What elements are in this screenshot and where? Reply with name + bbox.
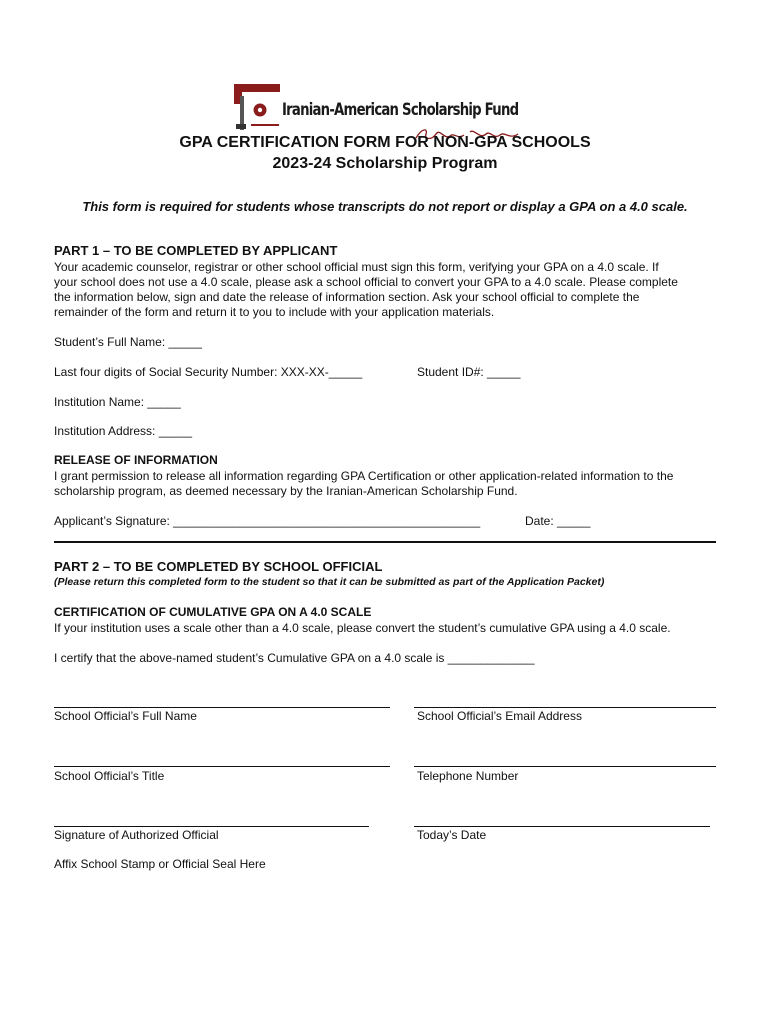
intro-note: This form is required for students whose transcripts do not report or display a GPA on a 4.0 scale.: [82, 199, 688, 214]
official-email-label: School Official’s Email Address: [417, 709, 582, 723]
part1-instructions: [54, 260, 724, 320]
instruction-line: your school does not use a 4.0 scale, please ask a school official to convert your GPA to a 4.0 scale. Please complete: [54, 275, 678, 289]
applicant-date-field[interactable]: Date: _____: [525, 514, 591, 528]
scholarship-fund-emblem-icon: [230, 84, 282, 132]
release-line: scholarship program, as deemed necessary by the Iranian-American Scholarship Fund.: [54, 484, 518, 498]
authorized-signature-line[interactable]: [54, 826, 369, 827]
todays-date-label: Today’s Date: [417, 828, 487, 842]
instruction-line: the information below, sign and date the release of information section. Ask your school official to complete the: [54, 290, 640, 304]
org-logo: [230, 84, 519, 132]
official-name-label: School Official’s Full Name: [54, 709, 197, 723]
telephone-label: Telephone Number: [417, 769, 519, 783]
institution-name-field[interactable]: Institution Name: _____: [54, 395, 181, 409]
release-line: I grant permission to release all information regarding GPA Certification or other application-related information to the: [54, 469, 674, 483]
part2-heading: PART 2 – TO BE COMPLETED BY SCHOOL OFFICIAL: [54, 559, 383, 574]
instruction-line: remainder of the form and return it to you to include with your application materials.: [54, 305, 495, 319]
todays-date-line[interactable]: [414, 826, 710, 827]
student-id-field[interactable]: Student ID#: _____: [417, 365, 521, 379]
part2-note: (Please return this completed form to the student so that it can be submitted as part of the Application Packet): [54, 576, 605, 588]
student-full-name-field[interactable]: Student’s Full Name: _____: [54, 335, 202, 349]
part1-heading: PART 1 – TO BE COMPLETED BY APPLICANT: [54, 243, 338, 258]
cumulative-gpa-field[interactable]: I certify that the above-named student’s Cumulative GPA on a 4.0 scale is _____________: [54, 651, 535, 665]
authorized-signature-label: Signature of Authorized Official: [54, 828, 219, 842]
instruction-line: Your academic counselor, registrar or other school official must sign this form, verifying your GPA on a 4.0 scale. If: [54, 260, 659, 274]
org-name: Iranian-American Scholarship Fund: [282, 100, 519, 120]
cert-instructions: If your institution uses a scale other than a 4.0 scale, please convert the student’s cumulative GPA using a 4.0 scale.: [54, 621, 671, 635]
applicant-signature-field[interactable]: Applicant’s Signature: ______________________________________________: [54, 514, 481, 528]
official-name-line[interactable]: [54, 707, 390, 708]
form-title: GPA CERTIFICATION FORM FOR NON-GPA SCHOOLS: [179, 134, 591, 151]
release-heading: RELEASE OF INFORMATION: [54, 453, 218, 467]
section-divider: [54, 541, 716, 543]
official-title-label: School Official’s Title: [54, 769, 165, 783]
telephone-line[interactable]: [414, 766, 716, 767]
official-email-line[interactable]: [414, 707, 716, 708]
official-title-line[interactable]: [54, 766, 390, 767]
cert-heading: CERTIFICATION OF CUMULATIVE GPA ON A 4.0 SCALE: [54, 605, 372, 619]
program-title: 2023-24 Scholarship Program: [272, 155, 498, 172]
release-text: [54, 469, 724, 499]
stamp-instruction: Affix School Stamp or Official Seal Here: [54, 857, 266, 871]
institution-address-field[interactable]: Institution Address: _____: [54, 424, 193, 438]
ssn-last-four-field[interactable]: Last four digits of Social Security Number: XXX-XX-_____: [54, 365, 363, 379]
